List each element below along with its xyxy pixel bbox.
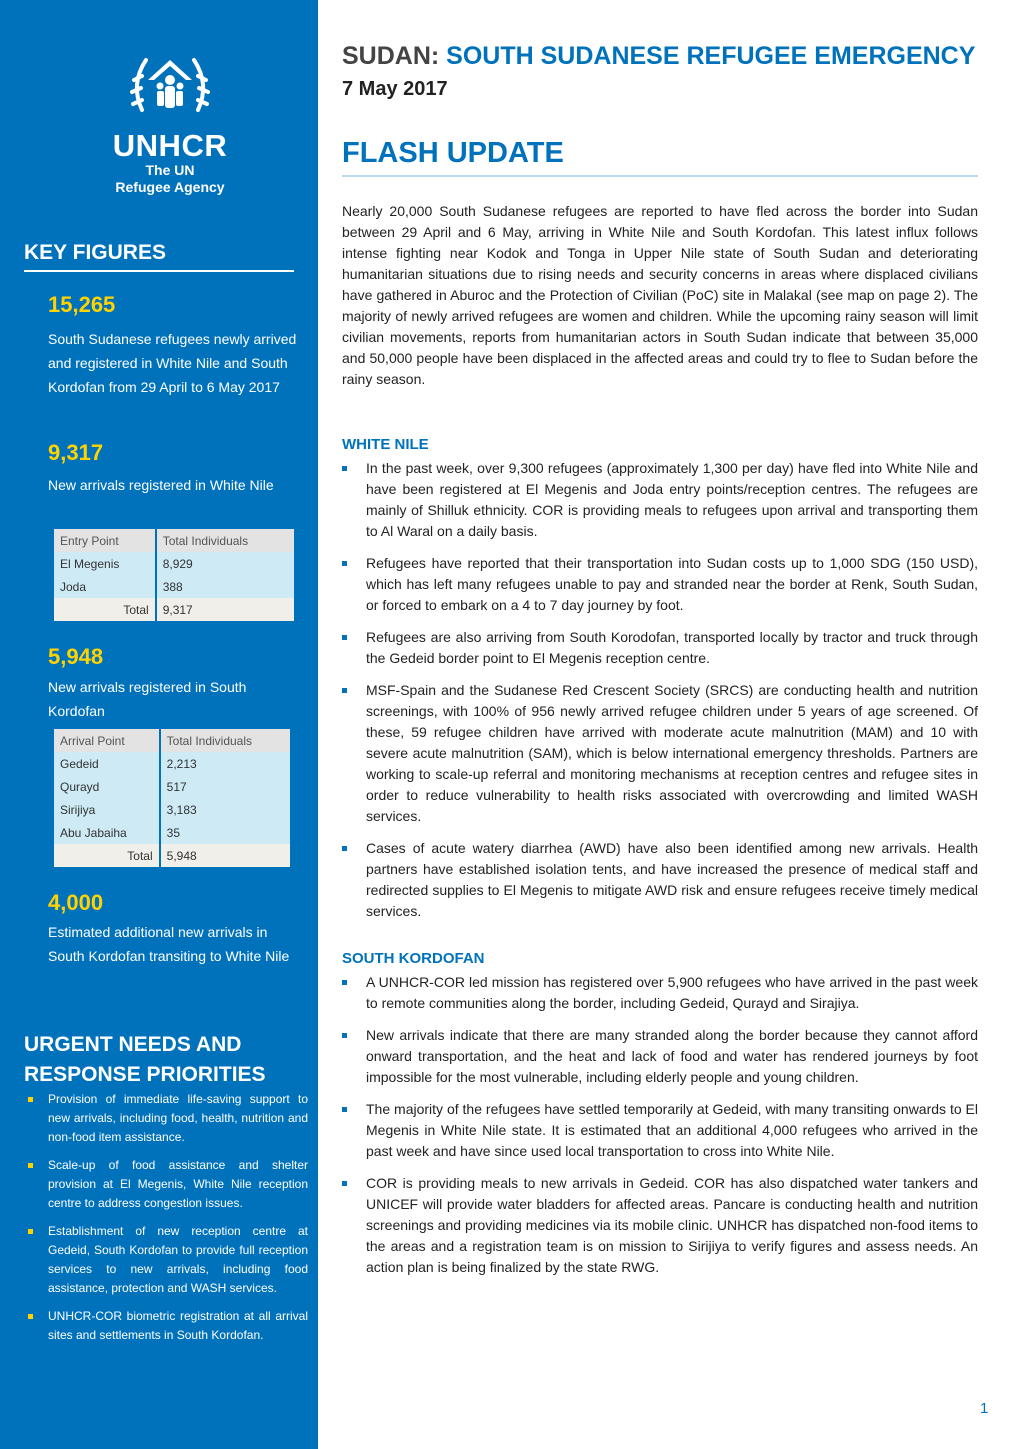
figure-description: New arrivals registered in White Nile (48, 477, 274, 493)
list-item (342, 627, 978, 669)
figure-value: 9,317 (48, 440, 104, 465)
bullet-icon (342, 980, 347, 985)
figure-value: 15,265 (48, 292, 116, 317)
table-total-label: Total (54, 844, 160, 867)
white-nile-list (342, 458, 978, 933)
list-item (342, 680, 978, 827)
table-header: Total Individuals (160, 729, 290, 752)
table-cell: Joda (54, 575, 156, 598)
table-cell: Sirijiya (54, 798, 160, 821)
urgent-needs-heading (24, 1030, 294, 1090)
table-header: Total Individuals (156, 529, 294, 552)
logo-subtitle-line1: The UN (145, 162, 195, 178)
list-item (28, 1307, 308, 1345)
bullet-icon (342, 1181, 347, 1186)
bullet-icon (28, 1229, 33, 1234)
list-item (28, 1222, 308, 1298)
list-item (342, 1099, 978, 1162)
table-total-row (54, 598, 294, 621)
bullet-icon (342, 846, 347, 851)
bullet-icon (28, 1163, 33, 1168)
urgent-needs-list (28, 1090, 308, 1354)
title-main: SOUTH SUDANESE REFUGEE EMERGENCY (446, 42, 976, 70)
table-row (54, 575, 294, 598)
table-cell: 388 (156, 575, 294, 598)
list-item-text: Refugees have reported that their transportation into Sudan costs up to 1,000 SDG (150 USD), which has left many refugees unable to pay and stranded near the border at Renk, South Sudan, or forced to embark on a 4 to 7 day journey by foot. (366, 555, 978, 613)
table-cell: 35 (160, 821, 290, 844)
table-cell: 2,213 (160, 752, 290, 775)
south-kordofan-list (342, 972, 978, 1289)
table-total-value: 9,317 (156, 598, 294, 621)
bullet-icon (28, 1097, 33, 1102)
unhcr-logo (100, 46, 240, 196)
key-figures-heading: KEY FIGURES (24, 238, 294, 272)
table-cell: 3,183 (160, 798, 290, 821)
intro-paragraph: Nearly 20,000 South Sudanese refugees are reported to have fled across the border into Sudan between 29 April and 6 May, arriving in White Nile and South Kordofan. This latest influx follows intense fighting near Kodok and Tonga in Upper Nile state of South Sudan and deteriorating humanitarian situations due to rising needs and security concerns in areas where displaced civilians have gathered in Aburoc and the Protection of Civilian (PoC) site in Malakal (see map on page 2). The majority of newly arrived refugees are women and children. While the upcoming rainy season will limit civilian movements, reports from humanitarian actors in South Sudan indicate that between 35,000 and 50,000 people have been displaced in the affected areas and could try to flee to Sudan before the rainy season. (342, 203, 978, 387)
report-date: 7 May 2017 (342, 78, 448, 100)
bullet-icon (342, 635, 347, 640)
list-item (342, 1025, 978, 1088)
logo-subtitle-line2: Refugee Agency (115, 179, 225, 195)
table-header-row (54, 529, 294, 552)
table-row (54, 821, 290, 844)
figure-description: Estimated additional new arrivals in South Kordofan transiting to White Nile (48, 924, 290, 964)
white-nile-table (54, 529, 294, 621)
logo-name: UNHCR (112, 128, 228, 163)
table-total-row (54, 844, 290, 867)
urgent-needs-heading-line1: URGENT NEEDS AND (24, 1033, 242, 1056)
figure-value: 5,948 (48, 644, 104, 669)
bullet-icon (342, 561, 347, 566)
list-item (342, 458, 978, 542)
table-row (54, 752, 290, 775)
unhcr-emblem-icon (120, 46, 220, 126)
table-cell: Gedeid (54, 752, 160, 775)
table-total-value: 5,948 (160, 844, 290, 867)
list-item (28, 1090, 308, 1147)
flash-update-heading: FLASH UPDATE (342, 137, 978, 177)
list-item-text: In the past week, over 9,300 refugees (approximately 1,300 per day) have fled into White Nile and have been registered at El Megenis and Joda entry points/reception centres. The refugees are mainly of Shilluk ethnicity. COR is providing meals to refugees upon arrival and transporting them to Al Waral on a daily basis. (366, 460, 978, 539)
figure-description: South Sudanese refugees newly arrived and registered in White Nile and South Kordofan from 29 April to 6 May 2017 (48, 331, 297, 395)
table-header: Arrival Point (54, 729, 160, 752)
urgent-needs-heading-line2: RESPONSE PRIORITIES (24, 1063, 266, 1086)
list-item (342, 972, 978, 1014)
title-prefix: SUDAN: (342, 42, 447, 70)
list-item-text: A UNHCR-COR led mission has registered over 5,900 refugees who have arrived in the past week to remote communities along the border, including Gedeid, Qurayd and Sirajiya. (366, 974, 978, 1011)
table-row (54, 798, 290, 821)
bullet-icon (28, 1314, 33, 1319)
list-item-text: Establishment of new reception centre at Gedeid, South Kordofan to provide full reception services to new arrivals, including food assistance, protection and WASH services. (48, 1224, 308, 1295)
list-item (342, 838, 978, 922)
page-number: 1 (980, 1400, 989, 1417)
table-header-row (54, 729, 290, 752)
list-item-text: The majority of the refugees have settled temporarily at Gedeid, with many transiting onwards to El Megenis in White Nile state. It is estimated that an additional 4,000 refugees who arrived in the past week and have since used local transportation to cross into White Nile. (366, 1101, 978, 1159)
table-cell: Abu Jabaiha (54, 821, 160, 844)
table-cell: El Megenis (54, 552, 156, 575)
bullet-icon (342, 1107, 347, 1112)
table-total-label: Total (54, 598, 156, 621)
list-item (342, 1173, 978, 1278)
table-cell: 8,929 (156, 552, 294, 575)
bullet-icon (342, 1033, 347, 1038)
table-row (54, 552, 294, 575)
list-item-text: Refugees are also arriving from South Korodofan, transported locally by tractor and truck through the Gedeid border point to El Megenis reception centre. (366, 629, 978, 666)
table-cell: 517 (160, 775, 290, 798)
figure-description: New arrivals registered in South Kordofan (48, 679, 247, 719)
figure-value: 4,000 (48, 890, 104, 915)
list-item-text: COR is providing meals to new arrivals in Gedeid. COR has also dispatched water tankers and UNICEF will provide water bladders for affected areas. Pancare is conducting health and nutrition screenings and providing medicines via its mobile clinic. UNHCR has dispatched non-food items to the areas and a registration team is on mission to Sirijiya to verify figures and assess needs. An action plan is being finalized by the state RWG. (366, 1175, 978, 1275)
list-item-text: UNHCR-COR biometric registration at all arrival sites and settlements in South Kordofan. (48, 1309, 308, 1342)
list-item (28, 1156, 308, 1213)
sidebar (0, 0, 318, 1449)
list-item-text: Scale-up of food assistance and shelter provision at El Megenis, White Nile reception centre to address congestion issues. (48, 1158, 308, 1210)
page-title (342, 42, 975, 71)
list-item-text: MSF-Spain and the Sudanese Red Crescent Society (SRCS) are conducting health and nutrition screenings, with 100% of 956 newly arrived refugee children under 5 years of age screened. Of these, 59 refugee children have arrived with moderate acute malnutrition (MAM) and 10 with severe acute malnutrition (SAM), which is below international emergency thresholds. Partners are working to scale-up referral and monitoring mechanisms at reception centres and refugee sites in order to reduce vulnerability to health risks associated with overcrowding and limited WASH services. (366, 682, 978, 824)
list-item-text: Cases of acute watery diarrhea (AWD) have also been identified among new arrivals. Health partners have established isolation tents, and have increased the presence of medical staff and redirected supplies to El Megenis to mitigate AWD risk and ensure refugees receive timely medical services. (366, 840, 978, 919)
table-row (54, 775, 290, 798)
bullet-icon (342, 688, 347, 693)
list-item-text: New arrivals indicate that there are many stranded along the border because they cannot afford onward transportation, and the heat and lack of food and water has rendered journeys by foot impossible for the most vulnerable, including elderly people and young children. (366, 1027, 978, 1085)
south-kordofan-table (54, 729, 290, 867)
list-item (342, 553, 978, 616)
bullet-icon (342, 466, 347, 471)
list-item-text: Provision of immediate life-saving support to new arrivals, including food, health, nutrition and non-food item assistance. (48, 1092, 308, 1144)
south-kordofan-heading: SOUTH KORDOFAN (342, 950, 485, 967)
table-header: Entry Point (54, 529, 156, 552)
white-nile-heading: WHITE NILE (342, 436, 429, 453)
table-cell: Qurayd (54, 775, 160, 798)
